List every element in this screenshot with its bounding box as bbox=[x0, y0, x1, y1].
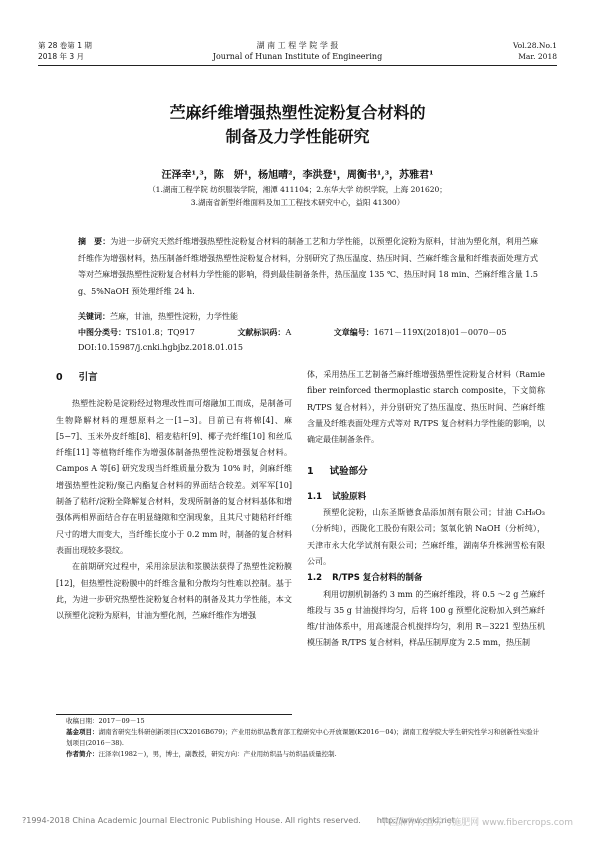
section-1-title: 试验部分 bbox=[329, 466, 368, 478]
author-list: 汪泽幸¹,³，陈 妍¹，杨旭晴²，李洪登¹，周衡书¹,³，苏雅君¹ bbox=[161, 170, 434, 181]
journal-name bbox=[190, 40, 405, 62]
journal-name-en: Journal of Hunan Institute of Engineering bbox=[212, 52, 383, 61]
section-1-1-number: 1.1 bbox=[307, 491, 323, 502]
article-no-label: 文章编号： bbox=[333, 328, 374, 337]
received-date: 收稿日期：2017－09－15 bbox=[66, 717, 145, 725]
section-1-1-title: 试验原料 bbox=[332, 491, 367, 502]
preparation-paragraph: 利用切割机制备约 3 mm 的苎麻纤维段，将 0.5 ～2 g 苎麻纤维段与 35 g 甘油搅拌均匀，后将 100 g 预塑化淀粉加入到苎麻纤维/甘油体系中，用高速混合机搅拌均匀，利用 R－3221 型热压机模压制备 R/TPS 复合材料，样品压制厚度为 2.5 mm，热压制 bbox=[307, 589, 545, 648]
issue-info-cn bbox=[38, 40, 92, 62]
abstract bbox=[78, 234, 538, 300]
doi: DOI:10.15987/j.cnki.hgbjbz.2018.01.015 bbox=[78, 343, 243, 352]
keywords-label: 关键词： bbox=[78, 312, 110, 321]
section-1-1-heading bbox=[307, 489, 545, 505]
abstract-text: 为进一步研究天然纤维增强热塑性淀粉复合材料的制备工艺和力学性能，以预塑化淀粉为原料，甘油为塑化剂，利用苎麻纤维作为增强材料，热压制备纤维增强热塑性淀粉复合材料，分别研究了热压温度、热压时间、苎麻纤维含量和纤维表面处理方式等对苎麻增强热塑性淀粉复合材料力学性能的影响，得到最佳制备条件，热压温度 135 ℃、热压时间 18 min、苎麻纤维含量 1.5 g、5%NaOH 预处理纤维 24 h. bbox=[78, 237, 539, 296]
clc-number bbox=[78, 328, 215, 337]
fund-note bbox=[66, 727, 544, 749]
author-note bbox=[66, 749, 544, 760]
document-code bbox=[237, 328, 311, 337]
watermark: 中国麻作物营养与施肥网 www.fibercrops.com bbox=[380, 818, 573, 828]
paper-title bbox=[60, 101, 535, 149]
footnotes bbox=[66, 716, 544, 760]
left-column bbox=[56, 370, 292, 624]
copyright-footer: ?1994-2018 China Academic Journal Electronic Publishing House. All rights reserved. http://www.cnki.net bbox=[22, 816, 455, 825]
keywords-text: 苎麻，甘油，热塑性淀粉，力学性能 bbox=[110, 312, 238, 321]
clc-value: TS101.8；TQ917 bbox=[126, 328, 195, 337]
fund-text: 湖南省研究生科研创新项目(CX2016B679)；产业用纺织品教育部工程研究中心开放课题(K2016－04)；湖南工程学院大学生研究性学习和创新性实验计划项目(2016－38). bbox=[66, 728, 540, 747]
section-0-heading bbox=[56, 370, 292, 386]
doc-code-value: A bbox=[285, 328, 292, 337]
section-0-number: 0 bbox=[56, 372, 63, 383]
volume-cn: 第 28 卷第 1 期 bbox=[38, 41, 92, 50]
affiliations bbox=[60, 183, 535, 209]
affiliation-line-1: （1.湖南工程学院 纺织服装学院，湘潭 411104；2.东华大学 纺织学院，上海 201620； bbox=[148, 185, 447, 194]
clc-label: 中图分类号： bbox=[78, 328, 126, 337]
section-1-heading bbox=[307, 464, 545, 480]
section-1-2-heading bbox=[307, 570, 545, 586]
author-note-text: 汪泽幸(1982－)，男，博士，副教授，研究方向：产业用纺织品与纺织品质量控制. bbox=[98, 750, 337, 758]
section-1-2-title: R/TPS 复合材料的制备 bbox=[332, 573, 423, 584]
section-0-title: 引言 bbox=[78, 372, 98, 383]
date-cn: 2018 年 3 月 bbox=[38, 52, 85, 61]
volume-en: Vol.28.No.1 bbox=[512, 41, 557, 50]
section-1-2-number: 1.2 bbox=[307, 573, 323, 584]
journal-name-cn: 湖 南 工 程 学 院 学 报 bbox=[256, 41, 339, 50]
article-number bbox=[334, 328, 527, 337]
abstract-label: 摘 要： bbox=[78, 237, 111, 246]
date-en: Mar. 2018 bbox=[518, 52, 557, 61]
section-1-number: 1 bbox=[307, 466, 314, 478]
title-line-2: 制备及力学性能研究 bbox=[225, 127, 370, 146]
header-rule bbox=[38, 65, 557, 66]
right-column bbox=[307, 367, 545, 652]
classification-line bbox=[78, 325, 578, 341]
title-line-1: 苎麻纤维增强热塑性淀粉复合材料的 bbox=[169, 103, 426, 122]
author-note-label: 作者简介： bbox=[66, 750, 99, 758]
article-no-value: 1671－119X(2018)01－0070－05 bbox=[373, 328, 507, 337]
intro-paragraph-3: 体，采用热压工艺制备苎麻纤维增强热塑性淀粉复合材料（Ramie fiber reinforced thermoplastic starch composite，下文简称 R/TPS 复合材料），并分别研究了热压温度、热压时间、苎麻纤维含量及纤维表面处理方式等对 R/TPS 复合材料力学性能的影响，以确定最佳制备条件。 bbox=[307, 370, 546, 445]
footnote-rule bbox=[56, 714, 292, 715]
fund-label: 基金项目： bbox=[66, 728, 99, 736]
intro-paragraph-1: 热塑性淀粉是淀粉经过物理改性而可熔融加工而成，是制备可生物降解材料的理想原料之一[1−3]。目前已有将棉[4]、麻[5−7]、玉米外皮纤维[8]、稻麦秸秆[9]、椰子壳纤维[10] 和丝瓜纤维[11] 等植物纤维作为增强体制备热塑性淀粉增强复合材料。Campos A 等[6] 研究发现当纤维质量分数为 10% 时，剑麻纤维增强热塑性淀粉/聚己内酯复合材料的界面结合较差。刘军军[10] 制备了秸秆/淀粉全降解复合材料，发现所制备的复合材料基体和增强体两相界面结合存在明显缝隙和空洞现象，且其尺寸随秸秆纤维尺寸的增大而变大，当纤维长度小于 0.2 mm 时，制备的复合材料表面出现较多裂纹。 bbox=[56, 399, 292, 555]
affiliation-line-2: 3.湖南省新型纤维面料及加工工程技术研究中心，益阳 41300） bbox=[190, 198, 405, 207]
materials-paragraph: 预塑化淀粉，山东圣斯德食品添加剂有限公司；甘油 C₃H₈O₃（分析纯），西陇化工股份有限公司；氢氧化钠 NaOH（分析纯），天津市永大化学试剂有限公司；苎麻纤维，湖南华升株洲雪松有限公司。 bbox=[307, 508, 545, 566]
keywords bbox=[78, 309, 538, 325]
doc-code-label: 文献标识码： bbox=[237, 328, 286, 337]
intro-paragraph-2: 在前期研究过程中，采用涂层法和浆膜法获得了热塑性淀粉膜[12]，但热塑性淀粉膜中的纤维含量和分散均匀性难以控制。基于此，为进一步研究热塑性淀粉复合材料的制备及其力学性能，本文以预塑化淀粉为原料，甘油为塑化剂，苎麻纤维作为增强 bbox=[56, 562, 292, 621]
issue-info-en bbox=[513, 40, 557, 62]
